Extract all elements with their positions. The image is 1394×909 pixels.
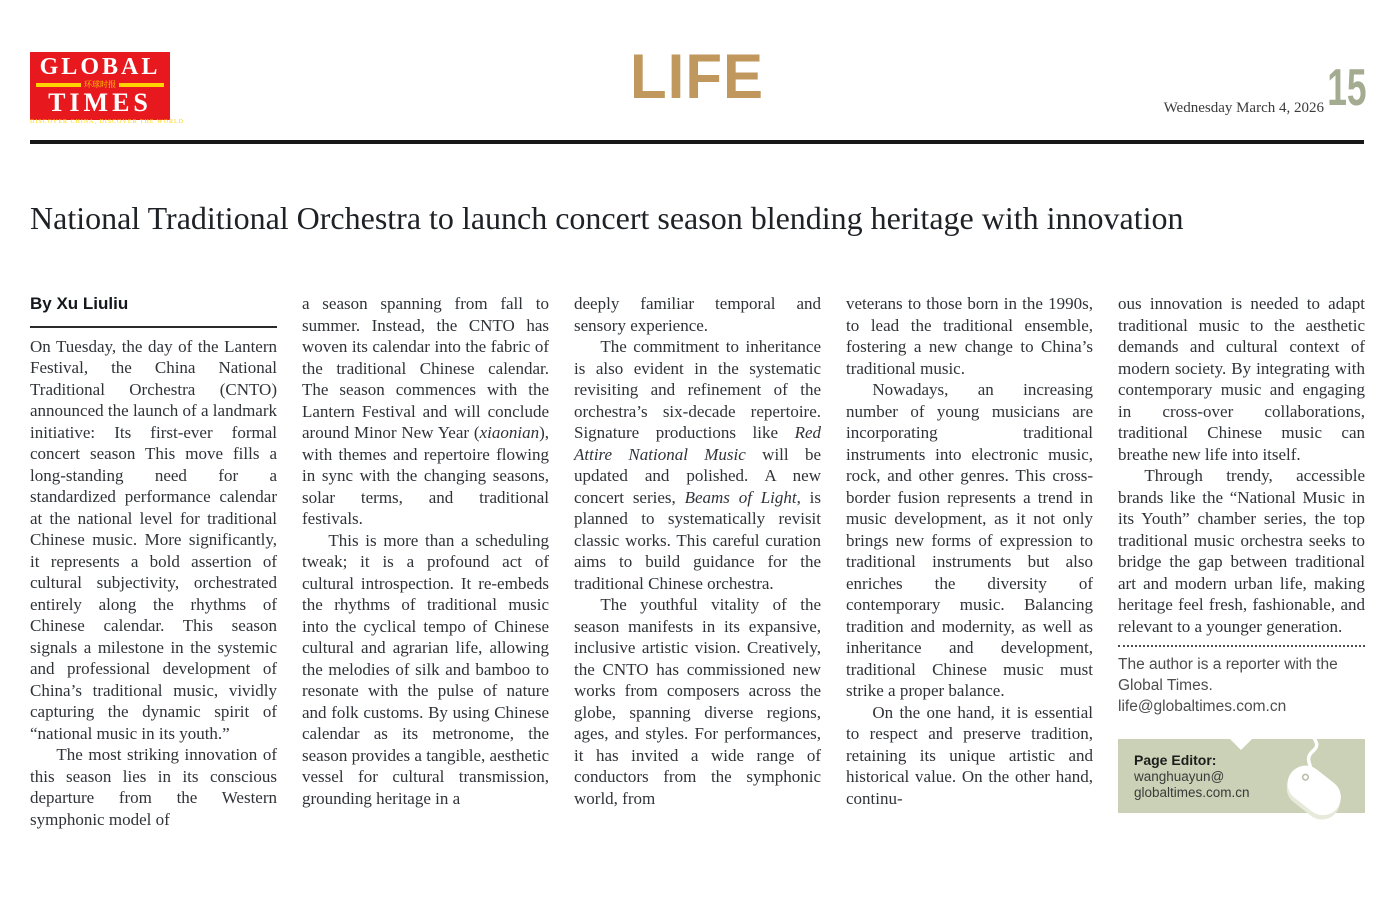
article-paragraph: The commitment to inheritance is also evident in the systematic revisiting and refinement of the orchestra’s six-decade repertoire. Signature productions like Red Attire National Music will be updated and polished. A new concert series, Beams of Light, is planned to systematically revisit classic works. This careful curation aims to build guidance for the traditional Chinese orchestra. — [574, 337, 822, 593]
page-editor-email-line2: globaltimes.com.cn — [1134, 785, 1250, 801]
article-paragraph: Through trendy, accessible brands like the “National Music in its Youth” chamber series, the top traditional music orchestra seeks to bridge the gap between traditional art and modern urban life, making heritage feel fresh, fashionable, and relevant to a younger generation. — [1118, 466, 1365, 636]
page-editor-box — [1118, 739, 1365, 813]
article-paragraph: Nowadays, an increasing number of young musicians are incorporating traditional instruments into electronic music, rock, and other genres. This cross-border fusion represents a trend in music development, as it not only brings new forms of expression to traditional instruments but also enriches the diversity of contemporary music. Balancing tradition and modernity, as well as inheritance and development, traditional Chinese music must strike a proper balance. — [846, 380, 1093, 700]
page-number: 15 — [1327, 59, 1367, 117]
column-3-text — [574, 293, 821, 809]
article-column-2 — [302, 293, 549, 830]
article-paragraph: ous innovation is needed to adapt traditional music to the aesthetic demands and cultural context of modern society. By integrating with contemporary music and engaging in cross-over collaborations, traditional Chinese music can breathe new life into itself. — [1118, 294, 1365, 464]
logo-title-line2: TIMES — [48, 88, 152, 117]
column-4-text — [846, 293, 1093, 809]
section-title: LIFE — [630, 41, 764, 112]
column-1-text — [30, 336, 277, 831]
logo-title-line1: GLOBAL — [39, 54, 161, 80]
box-notch — [1230, 739, 1252, 750]
column-5-text — [1118, 293, 1365, 637]
article-paragraph: On the one hand, it is essential to respect and preserve tradition, retaining its unique artistic and historical value. On the other hand, continu- — [846, 702, 1093, 808]
article-paragraph: This is more than a scheduling tweak; it is a profound act of cultural introspection. It re-embeds the rhythms of traditional music into the cyclical tempo of Chinese cultural and agrarian life, allowing the melodies of silk and bamboo to resonate with the pulse of nature and folk customs. By using Chinese calendar as its metronome, the season provides a tangible, aesthetic vessel for cultural transmission, grounding heritage in a — [302, 530, 549, 808]
logo-chinese-name: 环球时报 — [84, 79, 116, 89]
article-column-1 — [30, 293, 277, 830]
masthead — [0, 0, 1394, 140]
article-column-5 — [1118, 293, 1365, 830]
article-paragraph: The youthful vitality of the season manifests in its expansive, inclusive artistic vision. Creatively, the CNTO has commissioned new works from composers across the globe, spanning diverse regions, ages, and styles. For performances, it has invited a wide range of conductors from the symphonic world, from — [574, 595, 821, 808]
header-rule — [30, 140, 1364, 144]
page-editor-label: Page Editor: — [1134, 752, 1217, 768]
footnote-divider — [1118, 645, 1365, 647]
logo-tagline: DISCOVER CHINA, DISCOVER THE WORLD — [30, 119, 184, 125]
dateline: Wednesday March 4, 2026 — [1163, 100, 1324, 116]
article-paragraph: deeply familiar temporal and sensory experience. — [574, 294, 821, 335]
article-body — [30, 293, 1365, 830]
article-paragraph: The most striking innovation of this season lies in its conscious departure from the Western symphonic model of — [30, 745, 277, 829]
article-column-3 — [574, 293, 821, 830]
column-2-text — [302, 293, 549, 809]
author-footnote: The author is a reporter with the Global Times. life@globaltimes.com.cn — [1118, 656, 1338, 715]
mouse-icon — [1255, 725, 1359, 833]
page-editor-email-line1: wanghuayun@ — [1134, 768, 1225, 784]
article-column-4 — [846, 293, 1093, 830]
byline: By Xu Liuliu — [30, 293, 277, 328]
article-paragraph: veterans to those born in the 1990s, to lead the traditional ensemble, fostering a new change to China’s traditional music. — [846, 294, 1093, 378]
article-headline: National Traditional Orchestra to launch concert season blending heritage with innovation — [30, 200, 1184, 236]
article-paragraph: On Tuesday, the day of the Lantern Festival, the China National Traditional Orchestra (CNTO) announced the launch of a landmark initiative: Its first-ever formal concert season This move fills a long-standing need for a standardized performance calendar at the national level for traditional Chinese music. More significantly, it represents a bold assertion of cultural subjectivity, orchestrated entirely along the rhythms of Chinese calendar. This season signals a milestone in the systemic and professional development of China’s traditional music, vividly capturing the dynamic spirit of “national music in its youth.” — [30, 336, 277, 743]
article-paragraph: a season spanning from fall to summer. Instead, the CNTO has woven its calendar into the fabric of the traditional Chinese calendar. The season commences with the Lantern Festival and will conclude around Minor New Year (xiaonian), with themes and repertoire flowing in sync with the changing seasons, solar terms, and traditional festivals. — [302, 294, 549, 528]
